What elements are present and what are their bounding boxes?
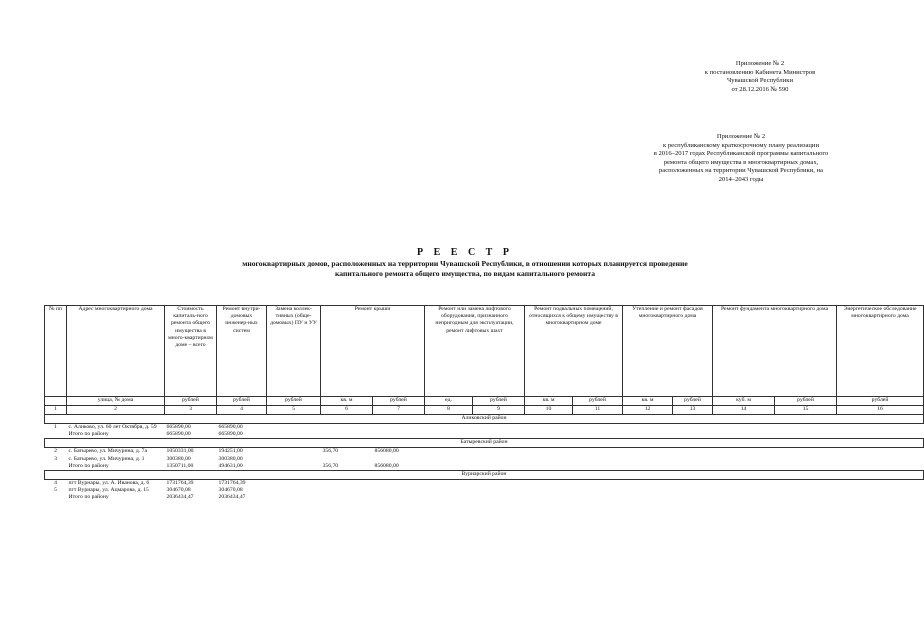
header-address: Адрес многоквартирного дома [67,306,165,397]
table-row [45,456,924,463]
header-energy-audit: Энергетическое обследование многоквартирного дома [837,306,924,397]
unit-cell: рублей [165,397,217,406]
unit-cell: рублей [573,397,623,406]
column-number: 8 [425,406,473,415]
unit-cell: рублей [373,397,425,406]
column-number: 6 [321,406,373,415]
column-number: 11 [573,406,623,415]
total-cost: 1350711,00 [166,462,194,469]
column-number: 16 [837,406,924,415]
total-roof-cost [373,431,425,439]
column-number: 13 [673,406,713,415]
header-basement: Ремонт подвальных помещений, относящихся к общему имуществу в многоквартирном доме [525,306,623,397]
unit-cell: кв. м [525,397,573,406]
column-number: 1 [45,406,67,415]
title-line: капитального ремонта общего имущества, по видам капитального ремонта [334,268,595,278]
district-total-row [45,431,924,439]
row-cost: 300380,00 [166,455,191,462]
units-row [45,397,924,406]
header-facade: Утепление и ремонт фасадов многоквартирного дома [623,306,713,397]
unit-cell: рублей [673,397,713,406]
district-name: Аликовский район [45,415,924,424]
total-engineering: 494631,00 [218,462,243,469]
appendix-line: к республиканскому краткосрочному плану реализации [663,141,819,149]
column-number: 2 [67,406,165,415]
appendix-line: Приложение № 2 [716,133,766,140]
header-roof: Ремонт крыши [321,306,425,397]
table-row [45,448,924,456]
column-number: 5 [267,406,321,415]
appendix-line: Чувашской Республики [727,77,793,85]
column-number: 10 [525,406,573,415]
district-total-row [45,463,924,471]
appendix-line: расположенных на территории Чувашской Республики, на [659,167,823,175]
row-number: 3 [54,455,57,462]
row-number: 5 [54,487,57,494]
row-cost: 1731764,39 [166,480,194,487]
table-row [45,424,924,432]
row-number: 2 [54,448,57,455]
header-engineering-systems: Ремонт внутри-домовых инженер-ных систем [217,306,267,397]
district-name: Батыревский район [45,439,924,448]
column-number-row [45,406,924,415]
header-elevator: Ремонт или замена лифтового оборудования, признанного непригодным для эксплуатации, ремонт лифтовых шахт [425,306,525,397]
column-number: 9 [473,406,525,415]
total-roof-area [321,431,373,439]
unit-cell: кв. м [321,397,373,406]
appendix-plan-note [596,133,886,185]
row-roof-area [321,487,373,494]
district-row [45,439,924,448]
row-roof-area [321,480,373,488]
appendix-decree-note [680,60,840,94]
total-cost: 2036434,47 [166,494,194,501]
unit-cell: ед. [425,397,473,406]
total-label: Итого по району [68,462,109,469]
table-row [45,487,924,494]
column-number: 12 [623,406,673,415]
appendix-line: к постановлению Кабинета Министров [704,68,816,76]
row-roof-area: 356,70 [322,448,339,455]
total-roof-area [321,494,373,501]
row-roof-cost [373,480,425,488]
document-title [120,247,810,278]
table-header-row [45,306,924,397]
total-label: Итого по району [68,431,109,438]
row-cost: 304670,08 [166,487,191,494]
district-name: Вурнарский район [45,471,924,480]
unit-cell: рублей [775,397,837,406]
unit-cell: кв. м [623,397,673,406]
district-row [45,471,924,480]
row-address: пгт Вурнары, ул. Ацмарова, д. 15 [68,487,149,494]
header-foundation: Ремонт фундамента многоквартирного дома [713,306,837,397]
table-row [45,480,924,488]
unit-cell: рублей [217,397,267,406]
unit-cell: улица, № дома [67,397,165,406]
appendix-line: от 28.12.2016 № 590 [731,85,789,93]
header-total-cost: Стоимость капиталь-ного ремонта общего имущества в много-квартирном доме – всего [165,306,217,397]
row-engineering: 665890,00 [218,424,243,430]
column-number: 15 [775,406,837,415]
unit-cell: рублей [837,397,924,406]
row-engineering: 304670,08 [218,487,243,494]
row-number: 4 [54,480,57,487]
row-cost: 665890,00 [166,424,191,430]
row-address: с. Батырево, ул. Мичурина, д. 1 [68,455,145,462]
row-address: с. Батырево, ул. Мичурина, д. 7а [68,448,148,455]
row-address: с. Аликово, ул. 60 лет Октября, д. 59 [68,424,157,430]
unit-cell: рублей [473,397,525,406]
total-label: Итого по району [68,494,109,501]
appendix-line: 2014–2043 годы [718,175,764,183]
column-number: 4 [217,406,267,415]
row-engineering: 194251,00 [218,448,243,455]
row-cost: 1050331,00 [166,448,194,455]
row-roof-cost [373,456,425,463]
unit-cell: куб. м [713,397,775,406]
row-roof-cost [373,487,425,494]
row-address: пгт Вурнары, ул. А. Иванова, д. 6 [68,480,150,487]
appendix-line: ремонта общего имущества в многоквартирных домах, [663,158,819,166]
district-total-row [45,494,924,501]
row-engineering: 1731764,39 [218,480,246,487]
district-row [45,415,924,424]
total-roof-cost [373,494,425,501]
total-engineering: 2036434,47 [218,494,246,501]
unit-cell: рублей [267,397,321,406]
column-number: 7 [373,406,425,415]
total-cost: 665890,00 [166,431,191,438]
title-word: Р Е Е С Т Р [417,247,513,258]
row-roof-cost [373,424,425,432]
total-engineering: 665890,00 [218,431,243,438]
column-number: 3 [165,406,217,415]
title-line: многоквартирных домов, расположенных на территории Чувашской Республики, в отношении которых планируется проведение [242,259,688,268]
row-number: 1 [54,424,57,430]
registry-table [44,305,924,502]
column-number: 14 [713,406,775,415]
appendix-line: Приложение № 2 [735,60,785,67]
row-roof-cost: 856080,00 [374,448,399,455]
total-roof-area: 356,70 [322,462,339,469]
row-engineering: 300380,00 [218,455,243,462]
header-no: № пп [45,306,67,397]
row-roof-area [321,424,373,432]
appendix-line: в 2016–2017 годах Республиканской программы капитального [653,150,829,158]
row-roof-area [321,456,373,463]
total-roof-cost: 856080,00 [374,462,399,469]
header-meters: Замена коллек-тивных (обще-домовых) ПУ и УУ [267,306,321,397]
unit-cell [45,397,67,406]
